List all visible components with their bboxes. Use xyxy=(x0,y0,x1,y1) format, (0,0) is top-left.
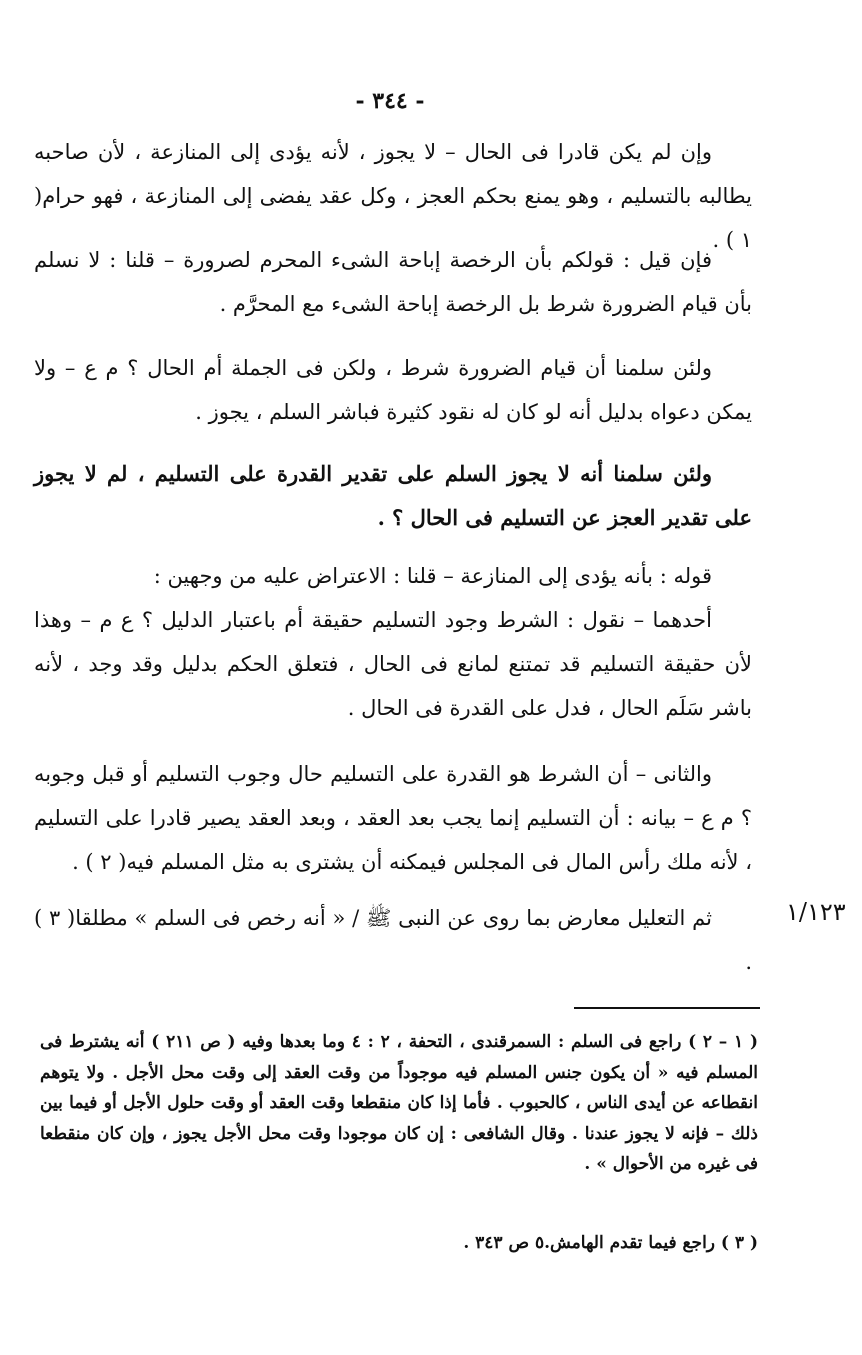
paragraph-2 xyxy=(34,238,752,326)
paragraph-8 xyxy=(34,896,752,984)
paragraph-text: والثانى – أن الشرط هو القدرة على التسليم حال وجوب التسليم أو قبل وجوبه ؟ م ع – بيانه : أن التسليم إنما يجب بعد العقد ، وبعد العقد يصير قادرا على التسليم ، لأنه ملك رأس المال فى المجلس فيمكنه أن يشترى به مثل المسلم فيه( ٢ ) . xyxy=(34,762,752,874)
paragraph-text: ثم التعليل معارض بما روى عن النبى ﷺ / « أنه رخص فى السلم » مطلقا( ٣ ) . xyxy=(34,906,752,974)
paragraph-text: قوله : بأنه يؤدى إلى المنازعة – قلنا : الاعتراض عليه من وجهين : xyxy=(153,564,712,588)
footnote-divider xyxy=(574,1007,760,1009)
paragraph-3 xyxy=(34,346,752,434)
paragraph-text: أحدهما – نقول : الشرط وجود التسليم حقيقة أم باعتبار الدليل ؟ ع م – وهذا لأن حقيقة التسليم قد تمتنع لمانع فى الحال ، فتعلق الحكم بدليل وقد وجد ، لأنه باشر سَلَم الحال ، فدل على القدرة فى الحال . xyxy=(34,608,752,720)
footnote-1-2: ( ١ – ٢ ) راجع فى السلم : السمرقندى ، التحفة ، ٢ : ٤ وما بعدها وفيه ( ص ٢١١ ) أنه يشترط فى المسلم فيه « أن يكون جنس المسلم فيه موجوداً من وقت العقد إلى وقت محل الأجل . ولا يتوهم انقطاعه عن أيدى الناس ، كالحبوب . فأما إذا كان منقطعا وقت العقد أو وقت حلول الأجل أو فيما بين ذلك – فإنه لا يجوز عندنا . وقال الشافعى : إن كان موجودا وقت محل الأجل يجوز ، وإن كان منقطعا فى غيره من الأحوال » . xyxy=(40,1032,758,1174)
footnote-3: ( ٣ ) راجع فيما تقدم الهامش.٥ ص ٣٤٣ . xyxy=(463,1233,758,1253)
paragraph-5 xyxy=(34,554,752,598)
paragraph-7 xyxy=(34,752,752,884)
paragraph-text: ولئن سلمنا أنه لا يجوز السلم على تقدير القدرة على التسليم ، لم لا يجوز على تقدير العجز عن التسليم فى الحال ؟ . xyxy=(34,461,752,530)
paragraph-text: فإن قيل : قولكم بأن الرخصة إباحة الشىء المحرم لصرورة – قلنا : لا نسلم بأن قيام الضرورة شرط بل الرخصة إباحة الشىء مع المحرَّم . xyxy=(34,248,752,316)
paragraph-text: وإن لم يكن قادرا فى الحال – لا يجوز ، لأنه يؤدى إلى المنازعة ، لأن صاحبه يطالبه بالتسليم ، وهو يمنع بحكم العجز ، وكل عقد يفضى إلى المنازعة ، فهو حرام( ١ ) . xyxy=(34,140,752,252)
page-number: - ٣٤٤ - xyxy=(355,88,425,114)
footnotes xyxy=(40,1027,758,1180)
paragraph-text: ولئن سلمنا أن قيام الضرورة شرط ، ولكن فى الجملة أم الحال ؟ م ع – ولا يمكن دعواه بدليل أنه لو كان له نقود كثيرة فباشر السلم ، يجوز . xyxy=(34,356,752,424)
paragraph-4 xyxy=(34,452,752,540)
margin-folio-reference: ١/١٢٣ xyxy=(786,898,846,926)
paragraph-6 xyxy=(34,598,752,730)
